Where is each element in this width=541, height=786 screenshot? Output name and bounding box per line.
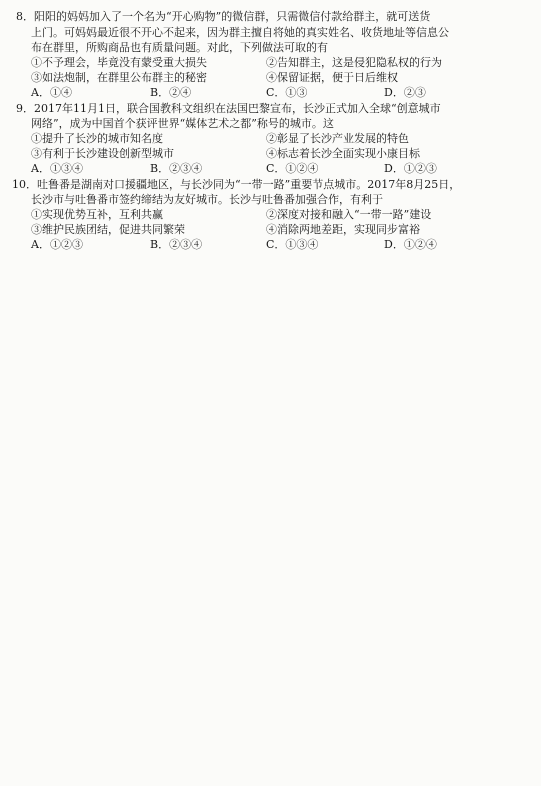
q8-choice-c: C．①③	[266, 86, 308, 99]
q10-option-1: ①实现优势互补，互利共赢	[31, 208, 163, 221]
q9-option-4: ④标志着长沙全面实现小康目标	[266, 147, 420, 160]
q10-option-4: ④消除两地差距，实现同步富裕	[266, 223, 420, 236]
q10-stem-line1: 10．吐鲁番是湖南对口援疆地区，与长沙同为“一带一路”重要节点城市。2017年8月25日，	[12, 178, 461, 191]
q8-stem-line2: 上门。可妈妈最近很不开心不起来，因为群主擅自将她的真实姓名、收货地址等信息公	[31, 26, 449, 39]
q10-stem-line2: 长沙市与吐鲁番市签约缔结为友好城市。长沙与吐鲁番加强合作，有利于	[31, 193, 383, 206]
q10-choice-d: D．①②④	[384, 238, 437, 251]
q8-choice-a: A．①④	[31, 86, 72, 99]
q8-stem-line1: 8．阳阳的妈妈加入了一个名为“开心购物”的微信群，只需微信付款给群主，就可送货	[16, 10, 431, 23]
q10-option-2: ②深度对接和融入“一带一路”建设	[266, 208, 432, 221]
q9-stem-line2: 网络”，成为中国首个获评世界“媒体艺术之都”称号的城市。这	[31, 117, 334, 130]
q8-option-2: ②告知群主，这是侵犯隐私权的行为	[266, 56, 442, 69]
q8-option-1: ①不予理会，毕竟没有蒙受重大损失	[31, 56, 207, 69]
q8-choice-b: B．②④	[150, 86, 192, 99]
q9-option-1: ①提升了长沙的城市知名度	[31, 132, 163, 145]
q9-option-3: ③有利于长沙建设创新型城市	[31, 147, 174, 160]
q10-choice-a: A．①②③	[31, 238, 83, 251]
q10-choice-c: C．①③④	[266, 238, 319, 251]
q8-option-4: ④保留证据，便于日后维权	[266, 71, 398, 84]
q9-choice-d: D．①②③	[384, 162, 437, 175]
q9-option-2: ②彰显了长沙产业发展的特色	[266, 132, 409, 145]
q10-choice-b: B．②③④	[150, 238, 203, 251]
q9-stem-line1: 9．2017年11月1日，联合国教科文组织在法国巴黎宣布，长沙正式加入全球“创意城市	[16, 102, 441, 115]
q8-option-3: ③如法炮制，在群里公布群主的秘密	[31, 71, 207, 84]
q9-choice-b: B．②③④	[150, 162, 203, 175]
q9-choice-a: A．①③④	[31, 162, 83, 175]
q9-choice-c: C．①②④	[266, 162, 319, 175]
q8-stem-line3: 布在群里，所购商品也有质量问题。对此，下列做法可取的有	[31, 41, 328, 54]
q8-choice-d: D．②③	[384, 86, 426, 99]
q10-option-3: ③维护民族团结，促进共同繁荣	[31, 223, 185, 236]
